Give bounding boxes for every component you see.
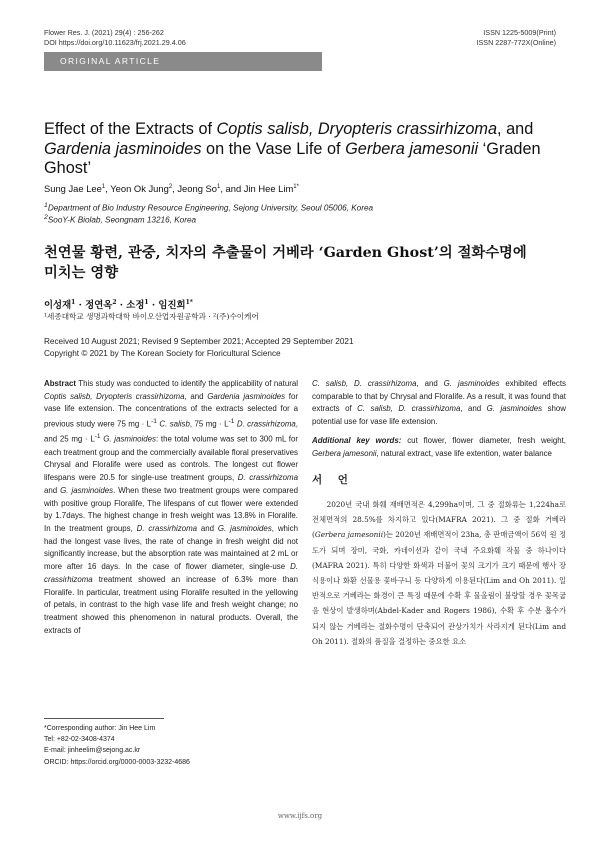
journal-header: [44, 28, 186, 48]
right-column: [312, 378, 566, 649]
issn-print: ISSN 1225-5009(Print): [483, 28, 556, 37]
korean-title: 천연물 황련, 관중, 치자의 추출물이 거베라 ‘Garden Ghost’의 절화수명에 미치는 영향: [44, 245, 527, 281]
keywords: Additional key words: cut flower, flower diameter, fresh weight, Gerbera jamesonii, natural extract, vase life extention, water balance: [312, 435, 566, 458]
journal-citation: Flower Res. J. (2021) 29(4) : 256-262: [44, 28, 164, 37]
received-dates: Received 10 August 2021; Revised 9 September 2021; Accepted 29 September 2021: [44, 337, 354, 346]
copyright-line: Copyright © 2021 by The Korean Society for Floricultural Science: [44, 349, 281, 358]
affiliation-1: $^1$Department of Bio Industry Resource Engineering, Sejong University, Seoul 05006, Korea: [44, 202, 374, 213]
doi-link[interactable]: DOI https://doi.org/10.11623/frj.2021.29.4.06: [44, 38, 186, 47]
author-tel: Tel: +82-02-3408-4374: [44, 736, 115, 744]
abstract: Abstract This study was conducted to identify the applicability of natural Coptis salisb, Dryopteris crassirhizoma, and Gardenia jasminoides for vase life extension. The concentrations of the extracts selected for a previous study were 75 mg · $L^{-1}$ C. salisb, 75 mg · $L^{-1}$ D. crassirhizoma, and 25 mg · $L^{-1}$ G. jasminoides: the total volume was set to 300 mL for each treatment group and the commercially available floral preservatives Chrysal and Floralife were used as controls. The longest cut flower lifespans were 20.5 for single-use treatment groups, D. crassirhizoma and G. jasminoides. When these two treatment groups were compared with positive group Floralife, The lifespans of cut flower were extended by 1.7days. The highest change in fresh weight was 13.8% in Floralife. In the treatment groups, D. crassirhizoma and G. jasminoides, which had the longest vase lives, the rate of change in fresh weight did not significantly increase, but the absorption rate was maintained at 2 mL or more after 16 days. In the case of flower diameter, single-use D. crassirhizoma treatment showed an increase of 6.3% more than Floralife. In particular, treatment using Floralife resulted in the yellowing of petals, in contrast to the high vase life and fresh weight change; no treatment showed this phenomenon in natural products. Overall, the extracts of: [44, 379, 299, 635]
affiliation-2: $^2$SooY-K Biolab, Seongnam 13216, Korea: [44, 214, 197, 225]
journal-website-footer[interactable]: www.ijfs.org: [277, 812, 323, 820]
article-title: Effect of the Extracts of Coptis salisb, Dryopteris crassirhizoma, and Gardenia jasminoides on the Vase Life of Gerbera jamesonii ‘Graden Ghost’: [44, 120, 541, 177]
article-dates: [44, 336, 354, 360]
corresponding-author-footnote: [44, 723, 190, 768]
corresponding-author: *Corresponding author: Jin Hee Lim: [44, 725, 156, 732]
introduction-heading: 서 언: [312, 474, 354, 487]
author-email[interactable]: E-mail: jinheelim@sejong.ac.kr: [44, 747, 141, 755]
author-orcid[interactable]: ORCID: https://orcid.org/0000-0003-3232-4686: [44, 758, 190, 766]
footnote-divider: [44, 718, 164, 719]
abstract-label: Abstract: [44, 379, 77, 388]
issn-header: [476, 28, 556, 48]
korean-author-list: 이성재$^1$ · 정연옥$^2$ · 소정$^1$ · 임진희$^{1*}$: [44, 298, 193, 311]
abstract-continued: C. salisb, D. crassirhizoma, and G. jasminoides exhibited effects comparable to that by Chrysal and Floralife. As a result, it was found that extracts of C. salisb, D. crassirhizoma, and G. jasminoides show potential use for vase life extension.: [312, 379, 567, 427]
author-list: Sung Jae Lee$^1$, Yeon Ok Jung$^2$, Jeong So$^1$, and Jin Hee Lim$^{1*}$: [44, 183, 299, 194]
introduction-text: 2020년 국내 화훼 재배면적은 4,299ha이며, 그 중 절화류는 1,224ha로 전체면적의 28.5%를 차지하고 있다(MAFRA 2021). 그 중 절화 거베라(Gerbera jamesonii)는 2020년 재배면적이 23ha, 총 판매금액이 56억 원 정도가 되며 장미, 국화, 카네이션과 같이 국내 주요화훼 작물 중 하나이다(MAFRA 2021). 특히 다양한 화색과 더불어 꽃의 크기가 크기 때문에 행사 장식용이나 화환 선물용 꽃바구니 등 다양하게 이용된다(Lim and Oh 2011). 일반적으로 거베라는 화경이 큰 특징 때문에 수확 후 물올림이 불량할 경우 꽃목굽음 현상이 발생하며(Abdel-Kader and Rogers 1986), 수확 후 수분 흡수가 되지 않는 거베라는 절화수명이 단축되어 관상가치가 사라지게 된다(Lim and Oh 2011). 절화의 품질을 결정하는 중요한 요소: [312, 499, 566, 646]
issn-online: ISSN 2287-772X(Online): [476, 38, 556, 47]
article-type-banner: ORIGINAL ARTICLE: [44, 52, 322, 71]
korean-affiliation: ¹세종대학교 생명과학대학 바이오산업자원공학과 · ²(주)수이케어: [44, 312, 259, 321]
abstract-column: [44, 378, 298, 637]
keywords-label: Additional key words:: [312, 435, 402, 445]
